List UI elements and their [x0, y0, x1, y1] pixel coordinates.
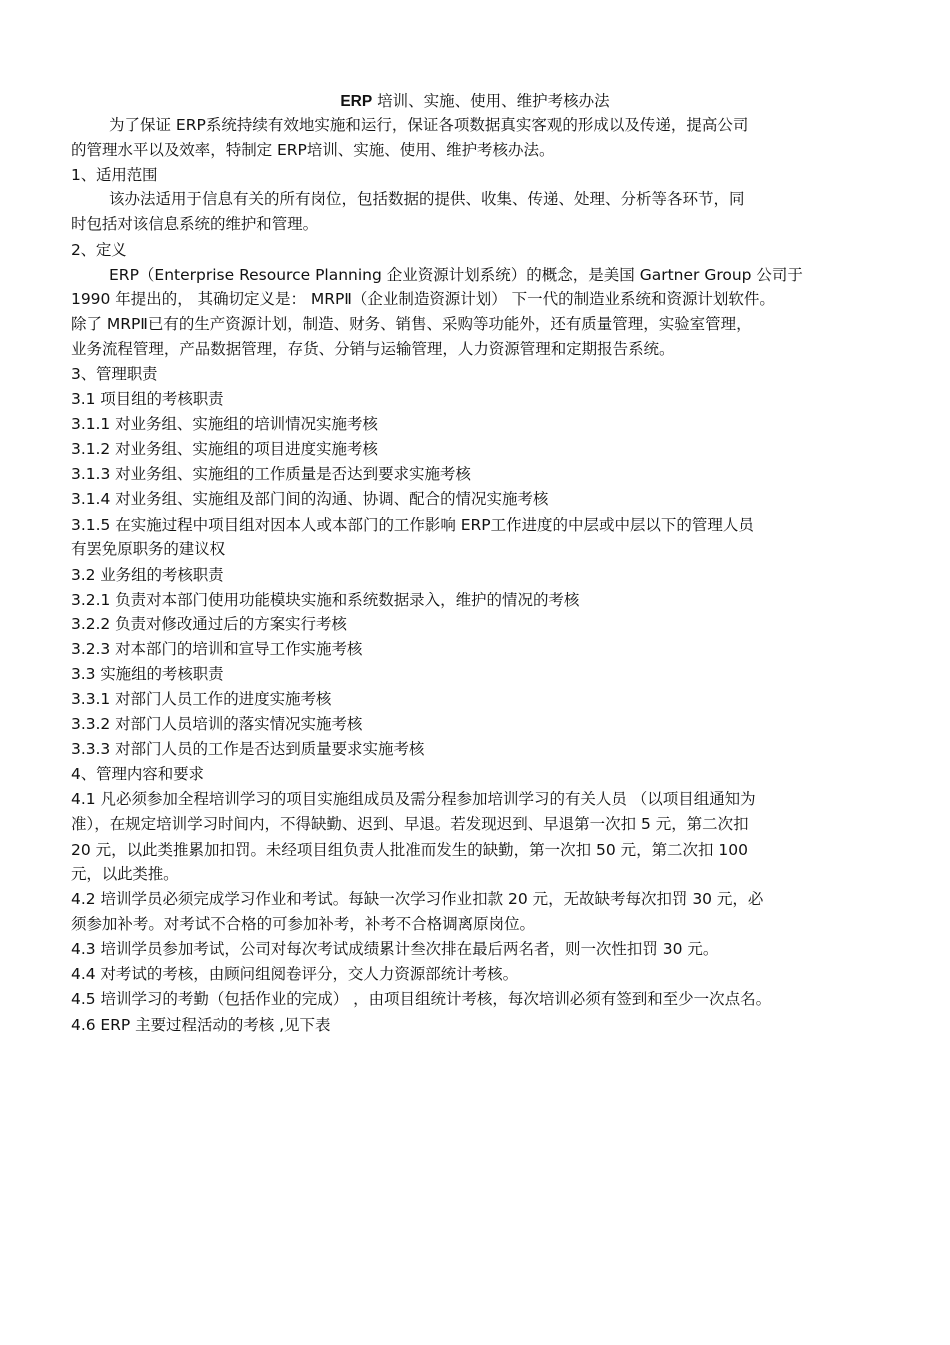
list-item: 4.3 培训学员参加考试，公司对每次考试成绩累计叁次排在最后两名者，则一次性扣罚 30 元。: [71, 940, 719, 958]
list-item: 3.3.2 对部门人员培训的落实情况实施考核: [71, 715, 363, 733]
list-item: 3.3.3 对部门人员的工作是否达到质量要求实施考核: [71, 740, 425, 758]
title-erp: ERP: [340, 93, 373, 110]
list-item: 3.1.2 对业务组、实施组的项目进度实施考核: [71, 440, 378, 458]
paragraph-line: 除了 MRPⅡ已有的生产资源计划，制造、财务、销售、采购等功能外，还有质量管理，实验室管理，: [71, 315, 752, 333]
list-item: 4.5 培训学习的考勤（包括作业的完成） ，由项目组统计考核，每次培训必须有签到和至少一次点名。: [71, 990, 772, 1008]
list-item-continuation: 准），在规定培训学习时间内，不得缺勤、迟到、早退。若发现迟到、早退第一次扣 5 元，第二次扣: [71, 815, 749, 833]
list-item: 3.2.2 负责对修改通过后的方案实行考核: [71, 615, 347, 633]
section-heading: 4、管理内容和要求: [71, 765, 204, 783]
list-item-continuation: 有罢免原职务的建议权: [71, 540, 226, 558]
document-title: [0, 90, 950, 113]
paragraph-line: 该办法适用于信息有关的所有岗位，包括数据的提供、收集、传递、处理、分析等各环节，同: [109, 190, 745, 208]
list-item-continuation: 元，以此类推。: [71, 865, 179, 883]
list-item: 4.4 对考试的考核，由顾问组阅卷评分，交人力资源部统计考核。: [71, 965, 519, 983]
list-item: 3.2.1 负责对本部门使用功能模块实施和系统数据录入，维护的情况的考核: [71, 591, 580, 609]
subsection-heading: 3.3 实施组的考核职责: [71, 665, 224, 683]
section-heading: 1、适用范围: [71, 166, 158, 184]
list-item: 3.1.4 对业务组、实施组及部门间的沟通、协调、配合的情况实施考核: [71, 490, 549, 508]
list-item-continuation: 须参加补考。对考试不合格的可参加补考，补考不合格调离原岗位。: [71, 915, 536, 933]
list-item: 4.1 凡必须参加全程培训学习的项目实施组成员及需分程参加培训学习的有关人员 （以项目组通知为: [71, 790, 756, 808]
section-heading: 2、定义: [71, 241, 127, 259]
list-item: 3.2.3 对本部门的培训和宣导工作实施考核: [71, 640, 363, 658]
paragraph-line: 时包括对该信息系统的维护和管理。: [71, 215, 319, 233]
subsection-heading: 3.1 项目组的考核职责: [71, 390, 224, 408]
list-item: 3.1.1 对业务组、实施组的培训情况实施考核: [71, 415, 378, 433]
paragraph-line: 1990 年提出的， 其确切定义是： MRPⅡ（企业制造资源计划） 下一代的制造业系统和资源计划软件。: [71, 290, 775, 308]
paragraph-line: 业务流程管理，产品数据管理，存货、分销与运输管理，人力资源管理和定期报告系统。: [71, 340, 675, 358]
subsection-heading: 3.2 业务组的考核职责: [71, 566, 224, 584]
paragraph-line: ERP（Enterprise Resource Planning 企业资源计划系统）的概念，是美国 Gartner Group 公司于: [109, 266, 803, 284]
list-item: 3.1.3 对业务组、实施组的工作质量是否达到要求实施考核: [71, 465, 471, 483]
paragraph-line: 为了保证 ERP系统持续有效地实施和运行，保证各项数据真实客观的形成以及传递，提高公司: [109, 116, 749, 134]
list-item: 4.2 培训学员必须完成学习作业和考试。每缺一次学习作业扣款 20 元，无故缺考每次扣罚 30 元，必: [71, 890, 764, 908]
list-item: 3.3.1 对部门人员工作的进度实施考核: [71, 690, 332, 708]
list-item-continuation: 20 元，以此类推累加扣罚。未经项目组负责人批准而发生的缺勤，第一次扣 50 元，第二次扣 100: [71, 841, 748, 859]
section-heading: 3、管理职责: [71, 365, 158, 383]
list-item: 3.1.5 在实施过程中项目组对因本人或本部门的工作影响 ERP工作进度的中层或中层以下的管理人员: [71, 516, 754, 534]
paragraph-line: 的管理水平以及效率，特制定 ERP培训、实施、使用、维护考核办法。: [71, 141, 555, 159]
list-item: 4.6 ERP 主要过程活动的考核 ,见下表: [71, 1016, 331, 1034]
title-text: 培训、实施、使用、维护考核办法: [372, 92, 610, 110]
